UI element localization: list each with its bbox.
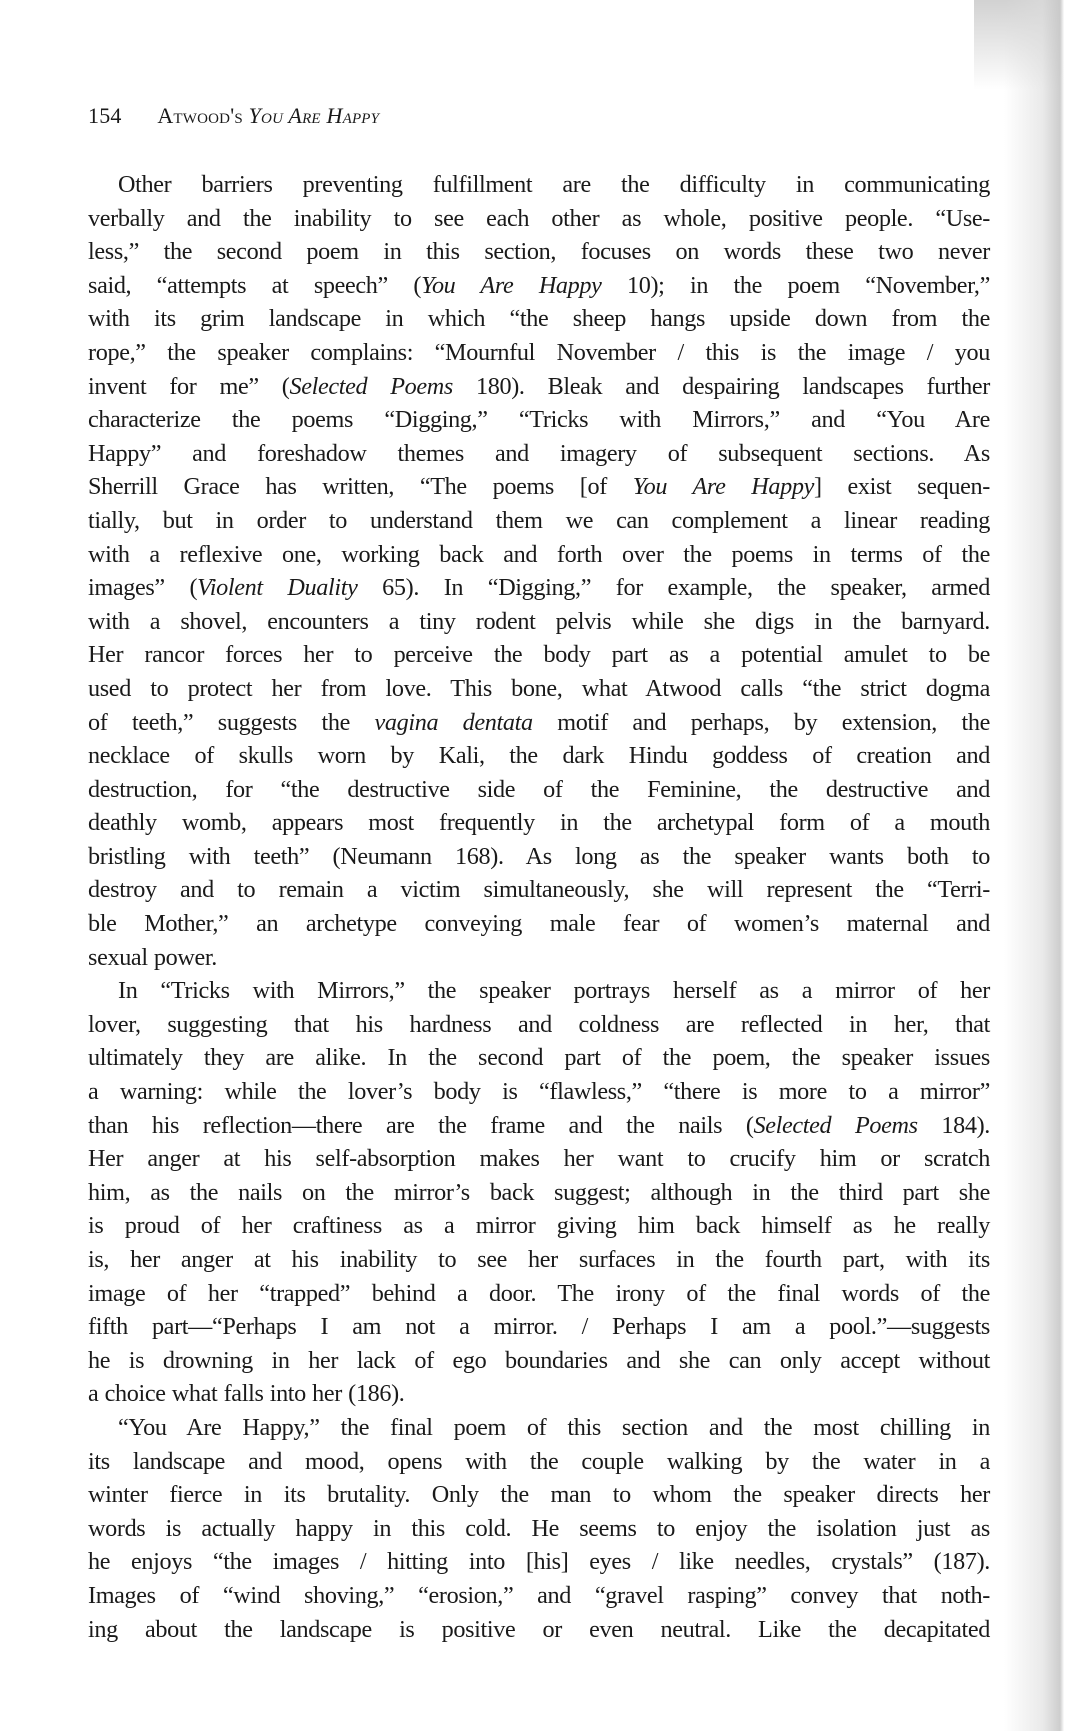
text-line [88, 202, 990, 236]
text-line [88, 168, 990, 202]
text-segment: than his reflection—there are the frame and the nails ( [88, 1111, 754, 1139]
running-header [88, 103, 379, 133]
text-segment: “You Are Happy,” the final poem of this section and the most chilling in [118, 1413, 990, 1441]
text-segment: Sherrill Grace has written, “The poems [of [88, 473, 633, 501]
text-segment: ] exist sequen- [813, 473, 990, 501]
text-segment: destruction, for “the destructive side of the Feminine, the destructive and [88, 775, 990, 803]
text-line [88, 403, 990, 437]
text-segment: he enjoys “the images / hitting into [his] eyes / like needles, crystals” (187). [88, 1548, 990, 1576]
page-number: 154 [88, 103, 122, 128]
text-segment: tially, but in order to understand them we can complement a linear reading [88, 506, 990, 534]
text-segment: fifth part—“Perhaps I am not a mirror. / Perhaps I am a pool.”—suggests [88, 1313, 990, 1341]
text-segment: with a shovel, encounters a tiny rodent pelvis while she digs in the barnyard. [88, 607, 990, 635]
text-line [88, 437, 990, 471]
page-edge-shadow [1004, 0, 1074, 1731]
text-line [88, 974, 990, 1008]
text-segment: Her anger at his self-absorption makes her want to crucify him or scratch [88, 1145, 990, 1173]
text-segment: characterize the poems “Digging,” “Tricks with Mirrors,” and “You Are [88, 406, 990, 434]
text-segment: Happy” and foreshadow themes and imagery of subsequent sections. As [88, 439, 990, 467]
text-line [88, 1478, 990, 1512]
italic-title: Selected Poems [289, 372, 453, 400]
text-segment: deathly womb, appears most frequently in the archetypal form of a mouth [88, 809, 990, 837]
text-segment: necklace of skulls worn by Kali, the dark Hindu goddess of creation and [88, 742, 990, 770]
text-segment: said, “attempts at speech” ( [88, 271, 422, 299]
text-line [88, 638, 990, 672]
text-line [88, 1411, 990, 1445]
text-segment: less,” the second poem in this section, focuses on words these two never [88, 238, 990, 266]
paragraph [88, 168, 990, 974]
text-segment: Images of “wind shoving,” “erosion,” and “gravel rasping” convey that noth- [88, 1581, 990, 1609]
text-line [88, 1512, 990, 1546]
text-segment: motif and perhaps, by extension, the [532, 708, 990, 736]
text-segment: images” ( [88, 574, 198, 602]
text-segment: him, as the nails on the mirror’s back suggest; although in the third part she [88, 1178, 990, 1206]
text-line [88, 706, 990, 740]
text-line [88, 1445, 990, 1479]
italic-title: vagina dentata [374, 708, 533, 736]
text-line [88, 1579, 990, 1613]
text-line [88, 470, 990, 504]
text-line [88, 907, 990, 941]
text-segment: with its grim landscape in which “the sheep hangs upside down from the [88, 305, 990, 333]
paragraph [88, 1411, 990, 1646]
text-line [88, 1075, 990, 1109]
text-segment: a warning: while the lover’s body is “flawless,” “there is more to a mirror” [88, 1078, 990, 1106]
italic-title: Selected Poems [753, 1111, 918, 1139]
body-text [88, 168, 990, 1646]
text-segment: Other barriers preventing fulfillment are the difficulty in communicating [118, 171, 990, 198]
text-segment: lover, suggesting that his hardness and coldness are reflected in her, that [88, 1010, 990, 1038]
italic-title: You Are Happy [632, 473, 814, 501]
running-title-italic: You Are Happy [248, 103, 380, 128]
running-title-prefix: Atwood's [157, 103, 249, 128]
text-line [88, 1613, 990, 1647]
text-segment: destroy and to remain a victim simultaneously, she will represent the “Terri- [88, 876, 990, 904]
text-segment: Her rancor forces her to perceive the body part as a potential amulet to be [88, 641, 990, 669]
text-segment: of teeth,” suggests the [88, 708, 375, 736]
text-line [88, 1277, 990, 1311]
text-line [88, 739, 990, 773]
text-line [88, 235, 990, 269]
text-segment: he is drowning in her lack of ego boundaries and she can only accept without [88, 1346, 990, 1374]
text-segment: with a reflexive one, working back and forth over the poems in terms of the [88, 540, 990, 568]
text-segment: In “Tricks with Mirrors,” the speaker portrays herself as a mirror of her [118, 977, 990, 1005]
text-line [88, 941, 990, 975]
text-segment: ing about the landscape is positive or even neutral. Like the decapitated [88, 1615, 990, 1643]
text-line [88, 1041, 990, 1075]
text-segment: 65). In “Digging,” for example, the speaker, armed [357, 574, 990, 602]
italic-title: Violent Duality [197, 574, 358, 602]
text-line [88, 1545, 990, 1579]
text-segment: its landscape and mood, opens with the couple walking by the water in a [88, 1447, 990, 1475]
text-line [88, 605, 990, 639]
text-segment: a choice what falls into her (186). [88, 1380, 405, 1408]
text-segment: 184). [917, 1111, 990, 1139]
text-segment: is, her anger at his inability to see her surfaces in the fourth part, with its [88, 1246, 990, 1273]
text-line [88, 269, 990, 303]
text-segment: ultimately they are alike. In the second part of the poem, the speaker issues [88, 1044, 990, 1072]
text-segment: ble Mother,” an archetype conveying male fear of women’s maternal and [88, 910, 990, 938]
text-segment: rope,” the speaker complains: “Mournful November / this is the image / you [88, 338, 990, 366]
text-line [88, 1109, 990, 1143]
text-line [88, 1310, 990, 1344]
text-line [88, 1344, 990, 1378]
text-line [88, 1176, 990, 1210]
text-segment: image of her “trapped” behind a door. The irony of the final words of the [88, 1279, 990, 1307]
text-line [88, 840, 990, 874]
text-line [88, 336, 990, 370]
text-segment: 180). Bleak and despairing landscapes further [452, 372, 991, 400]
text-line [88, 1142, 990, 1176]
text-line [88, 806, 990, 840]
text-segment: winter fierce in its brutality. Only the man to whom the speaker directs her [88, 1481, 990, 1509]
text-line [88, 1377, 990, 1411]
text-segment: used to protect her from love. This bone, what Atwood calls “the strict dogma [88, 674, 990, 702]
text-line [88, 504, 990, 538]
text-line [88, 571, 990, 605]
paragraph [88, 974, 990, 1411]
text-line [88, 370, 990, 404]
text-segment: 10); in the poem “November,” [601, 271, 990, 299]
text-line [88, 672, 990, 706]
text-segment: invent for me” ( [88, 372, 290, 400]
text-segment: is proud of her craftiness as a mirror giving him back himself as he really [88, 1212, 990, 1240]
text-line [88, 1243, 990, 1277]
text-line [88, 1209, 990, 1243]
running-title [157, 103, 379, 128]
text-segment: verbally and the inability to see each other as whole, positive people. “Use- [88, 204, 990, 232]
text-segment: words is actually happy in this cold. He seems to enjoy the isolation just as [88, 1514, 990, 1542]
italic-title: You Are Happy [421, 271, 602, 299]
text-line [88, 302, 990, 336]
text-line [88, 873, 990, 907]
text-segment: bristling with teeth” (Neumann 168). As long as the speaker wants both to [88, 842, 990, 870]
text-segment: sexual power. [88, 943, 217, 971]
text-line [88, 538, 990, 572]
text-line [88, 773, 990, 807]
text-line [88, 1008, 990, 1042]
